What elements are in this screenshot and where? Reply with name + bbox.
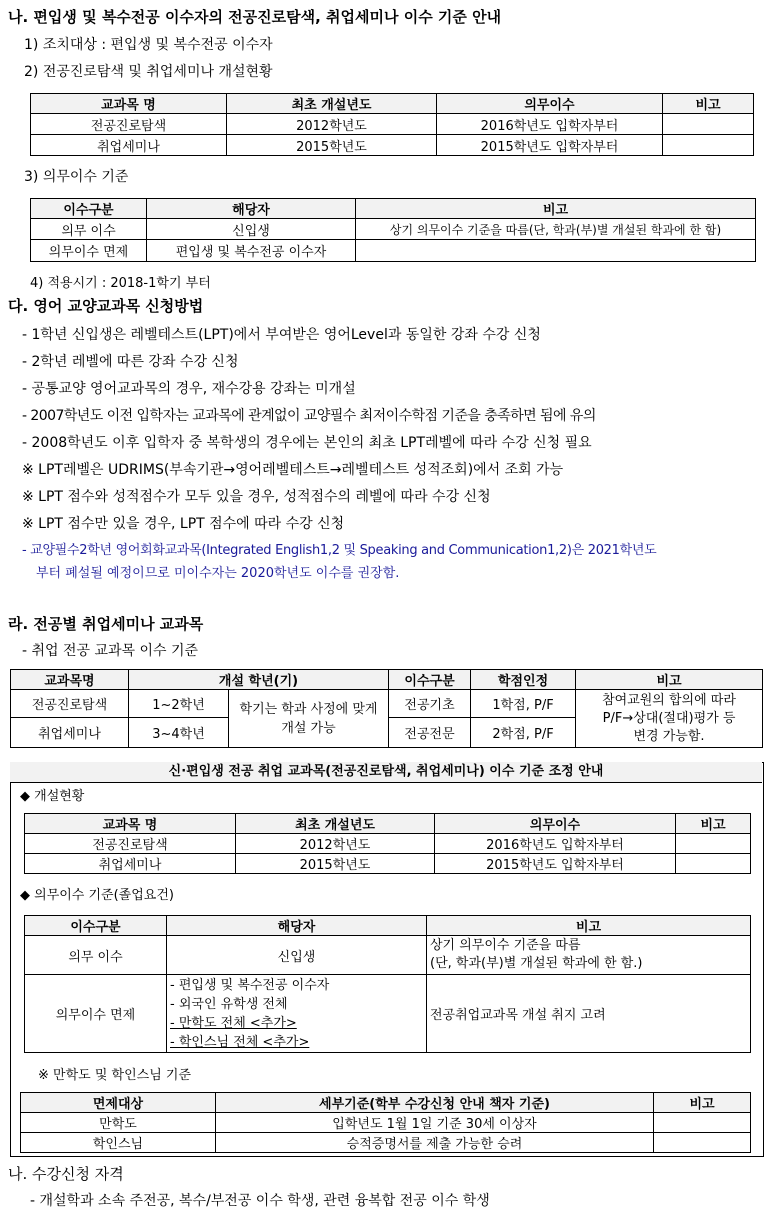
section-na-title: 나. 편입생 및 복수전공 이수자의 전공진로탐색, 취업세미나 이수 기준 안내 — [8, 8, 502, 26]
eligibility-line: - 개설학과 소속 주전공, 복수/부전공 이수 학생, 관련 융복합 전공 이수 학생 — [30, 1193, 490, 1209]
table-cell: 3~4학년 — [129, 718, 229, 748]
table-row — [31, 114, 754, 135]
table-cell: 신입생 — [167, 936, 427, 975]
table-cell: 전공진로탐색 — [25, 834, 236, 854]
apply-period: 4) 적용시기 : 2018-1학기 부터 — [30, 276, 211, 291]
table-row — [25, 834, 751, 854]
table-cell: 전공진로탐색 — [31, 114, 227, 135]
table-cell: 취업세미나 — [31, 135, 227, 156]
table-row — [31, 219, 756, 240]
table-cell — [654, 1113, 751, 1133]
exempt-item: - 편입생 및 복수전공 이수자 — [170, 977, 330, 993]
col-header: 이수구분 — [31, 199, 147, 219]
eligibility-title: 나. 수강신청 자격 — [8, 1165, 124, 1183]
table-cell: 2016학년도 입학자부터 — [437, 114, 663, 135]
table-cell: 1학점, P/F — [471, 690, 576, 718]
col-header: 해당자 — [167, 916, 427, 936]
table-row — [21, 1113, 751, 1133]
table-cell: 2015학년도 — [236, 854, 435, 874]
col-header: 교과목명 — [11, 670, 129, 690]
table-cell: 만학도 — [21, 1113, 216, 1133]
table-row — [11, 690, 763, 718]
table-row — [25, 936, 751, 975]
list-item: - 2007학년도 이전 입학자는 교과목에 관계없이 교양필수 최저이수학점 기준을 충족하면 됨에 유의 — [22, 408, 596, 424]
note-line: 변경 가능함. — [633, 728, 705, 744]
table-cell: 전공전문 — [389, 718, 471, 748]
table-cell: 학기는 학과 사정에 맞게 개설 가능 — [229, 690, 389, 748]
col-header: 교과목 명 — [31, 94, 227, 114]
table-row — [21, 1133, 751, 1153]
notice-line: 부터 폐설될 예정이므로 미이수자는 2020학년도 이수를 권장함. — [36, 566, 400, 581]
table-cell: 2016학년도 입학자부터 — [435, 834, 676, 854]
col-header: 의무이수 — [437, 94, 663, 114]
table-cell — [654, 1133, 751, 1153]
table-cell: 2학점, P/F — [471, 718, 576, 748]
section-ra-title: 라. 전공별 취업세미나 교과목 — [8, 615, 204, 633]
table-cell: 승적증명서를 제출 가능한 승려 — [216, 1133, 654, 1153]
table-row — [25, 854, 751, 874]
col-header: 비고 — [576, 670, 763, 690]
exempt-criteria-table — [20, 1092, 751, 1153]
notice-box-title: 신·편입생 전공 취업 교과목(전공진로탐색, 취업세미나) 이수 기준 조정 안내 — [10, 762, 762, 783]
status-heading: 2) 전공진로탐색 및 취업세미나 개설현황 — [24, 64, 273, 80]
col-header: 학점인정 — [471, 670, 576, 690]
notice-line: - 교양필수2학년 영어회화교과목(Integrated English1,2 및 Speaking and Communication1,2)은 2021학년도 — [22, 543, 657, 558]
table-cell: 전공취업교과목 개설 취지 고려 — [427, 975, 751, 1053]
table-cell: 전공기초 — [389, 690, 471, 718]
table-cell: 신입생 — [147, 219, 356, 240]
table-cell — [676, 834, 751, 854]
table-cell — [676, 854, 751, 874]
list-item: - 공통교양 영어교과목의 경우, 재수강용 강좌는 미개설 — [22, 381, 356, 397]
table-cell: 취업세미나 — [11, 718, 129, 748]
box-course-status-table — [24, 813, 751, 874]
table-cell: 2012학년도 — [227, 114, 437, 135]
exempt-item-added: - 학인스님 전체 <추가> — [170, 1034, 310, 1050]
col-header: 의무이수 — [435, 814, 676, 834]
box-criteria-table — [24, 915, 751, 1053]
exempt-criteria-heading: ※ 만학도 및 학인스님 기준 — [38, 1068, 192, 1083]
col-header: 면제대상 — [21, 1093, 216, 1113]
table-cell: 1~2학년 — [129, 690, 229, 718]
col-header: 비고 — [676, 814, 751, 834]
table-row — [31, 240, 756, 262]
col-header: 비고 — [427, 916, 751, 936]
table-cell: 전공진로탐색 — [11, 690, 129, 718]
table-cell: 입학년도 1월 1일 기준 30세 이상자 — [216, 1113, 654, 1133]
table-cell: 의무 이수 — [31, 219, 147, 240]
table-cell — [427, 936, 751, 975]
col-header: 최초 개설년도 — [227, 94, 437, 114]
table-row — [31, 135, 754, 156]
table-cell: 2015학년도 — [227, 135, 437, 156]
section-ra-subtitle: - 취업 전공 교과목 이수 기준 — [22, 643, 199, 659]
note-item: ※ LPT레벨은 UDRIMS(부속기관→영어레벨테스트→레벨테스트 성적조회)에서 조회 가능 — [22, 462, 564, 478]
note-line: 참여교원의 합의에 따라 — [602, 692, 736, 708]
table-cell — [663, 114, 754, 135]
table-cell: 2015학년도 입학자부터 — [435, 854, 676, 874]
list-item: - 2학년 레벨에 따른 강좌 수강 신청 — [22, 354, 239, 370]
table-row — [25, 975, 751, 1053]
criteria-subheading: ◆ 의무이수 기준(졸업요건) — [20, 888, 174, 903]
table-cell: 의무이수 면제 — [25, 975, 167, 1053]
status-subheading: ◆ 개설현황 — [20, 789, 85, 804]
table-cell — [576, 690, 763, 748]
table-cell: 학인스님 — [21, 1133, 216, 1153]
col-header: 비고 — [356, 199, 756, 219]
note-item: ※ LPT 점수만 있을 경우, LPT 점수에 따라 수강 신청 — [22, 516, 345, 532]
col-header: 최초 개설년도 — [236, 814, 435, 834]
note-line: (단, 학과(부)별 개설된 학과에 한 함.) — [430, 956, 643, 971]
table-cell — [356, 240, 756, 262]
course-status-table — [30, 93, 754, 156]
table-cell: 편입생 및 복수전공 이수자 — [147, 240, 356, 262]
section-da-title: 다. 영어 교양교과목 신청방법 — [8, 297, 204, 315]
table-cell — [167, 975, 427, 1053]
col-header: 이수구분 — [25, 916, 167, 936]
note-line: P/F→상대(절대)평가 등 — [602, 710, 736, 726]
criteria-table — [30, 198, 756, 262]
col-header: 비고 — [654, 1093, 751, 1113]
col-header: 세부기준(학부 수강신청 안내 책자 기준) — [216, 1093, 654, 1113]
exempt-item: - 외국인 유학생 전체 — [170, 996, 288, 1012]
note-item: ※ LPT 점수와 성적점수가 모두 있을 경우, 성적점수의 레벨에 따라 수강 신청 — [22, 489, 491, 505]
table-cell: 상기 의무이수 기준을 따름(단, 학과(부)별 개설된 학과에 한 함) — [356, 219, 756, 240]
col-header: 교과목 명 — [25, 814, 236, 834]
table-cell: 취업세미나 — [25, 854, 236, 874]
table-cell: 2012학년도 — [236, 834, 435, 854]
employment-course-table — [10, 669, 763, 748]
col-header: 해당자 — [147, 199, 356, 219]
note-line: 상기 의무이수 기준을 따름 — [430, 938, 581, 953]
col-header: 비고 — [663, 94, 754, 114]
list-item: - 1학년 신입생은 레벨테스트(LPT)에서 부여받은 영어Level과 동일한 강좌 수강 신청 — [22, 327, 541, 343]
target-line: 1) 조치대상 : 편입생 및 복수전공 이수자 — [24, 37, 273, 53]
table-cell: 의무 이수 — [25, 936, 167, 975]
col-header: 개설 학년(기) — [129, 670, 389, 690]
table-cell: 의무이수 면제 — [31, 240, 147, 262]
table-cell: 2015학년도 입학자부터 — [437, 135, 663, 156]
table-cell — [663, 135, 754, 156]
col-header: 이수구분 — [389, 670, 471, 690]
exempt-item-added: - 만학도 전체 <추가> — [170, 1015, 297, 1031]
criteria-heading: 3) 의무이수 기준 — [24, 169, 129, 185]
list-item: - 2008학년도 이후 입학자 중 복학생의 경우에는 본인의 최초 LPT레벨에 따라 수강 신청 필요 — [22, 435, 592, 451]
